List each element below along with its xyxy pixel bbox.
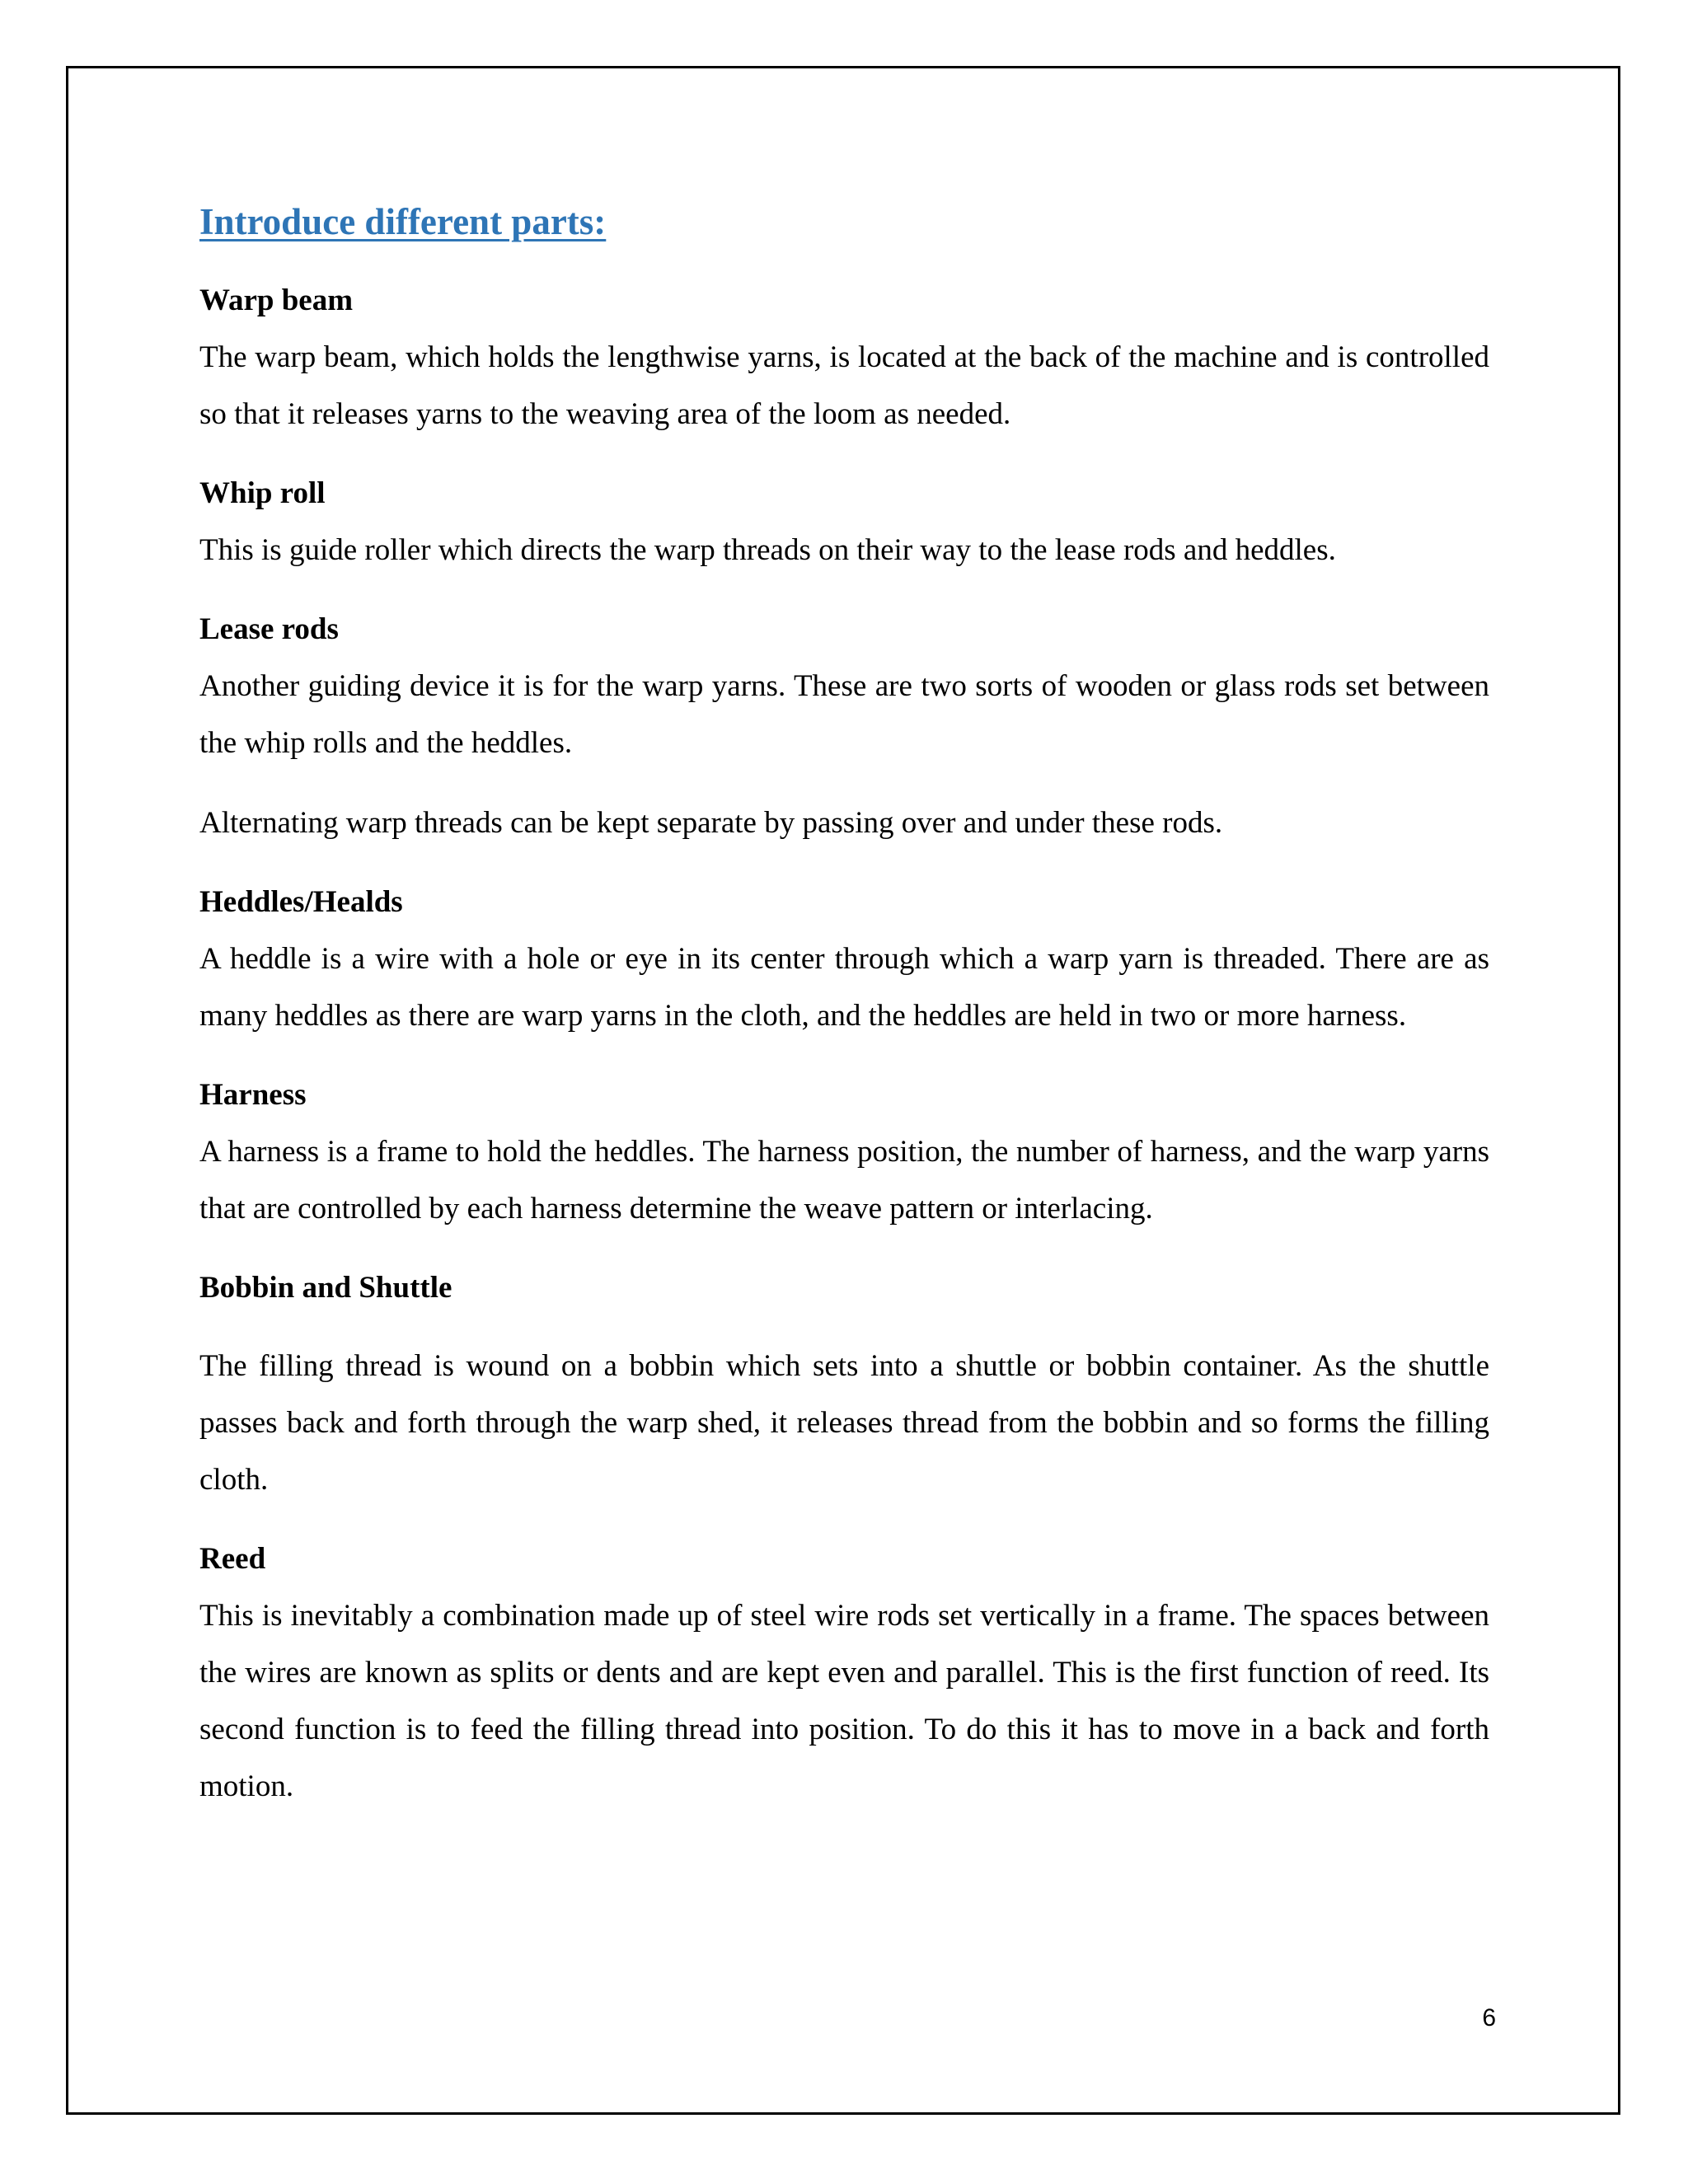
section-paragraph: The warp beam, which holds the lengthwise yarns, is located at the back of the machine and is controlled so that it releases yarns to the weaving area of the loom as needed. xyxy=(199,340,1489,431)
section-warp-beam xyxy=(199,273,1489,443)
section-paragraph: This is inevitably a combination made up of steel wire rods set vertically in a frame. The spaces between the wires are known as splits or dents and are kept even and parallel. This is the first function of reed. Its second function is to feed the filling thread into position. To do this it has to move in a back and forth motion. xyxy=(199,1599,1489,1803)
section-heddles-healds xyxy=(199,874,1489,1044)
section-heading: Heddles/Healds xyxy=(199,885,403,919)
section-heading: Reed xyxy=(199,1542,266,1576)
section-paragraph: Another guiding device it is for the warp yarns. These are two sorts of wooden or glass rods set between the whip rolls and the heddles. xyxy=(199,669,1489,760)
section-heading: Bobbin and Shuttle xyxy=(199,1271,452,1305)
section-paragraph: The filling thread is wound on a bobbin which sets into a shuttle or bobbin container. As the shuttle passes back and forth through the warp shed, it releases thread from the bobbin and so forms the filling cloth. xyxy=(199,1349,1489,1497)
section-paragraph: Alternating warp threads can be kept separate by passing over and under these rods. xyxy=(199,806,1223,840)
section-heading: Lease rods xyxy=(199,612,339,646)
section-whip-roll xyxy=(199,466,1489,579)
page-content xyxy=(199,194,1489,1838)
section-paragraph: A heddle is a wire with a hole or eye in its center through which a warp yarn is threaded. There are as many heddles as there are warp yarns in the cloth, and the heddles are held in two or more harness. xyxy=(199,942,1489,1033)
page-title: Introduce different parts: xyxy=(199,201,607,242)
section-reed xyxy=(199,1531,1489,1815)
section-harness xyxy=(199,1067,1489,1237)
section-lease-rods xyxy=(199,602,1489,851)
section-heading: Warp beam xyxy=(199,284,354,317)
section-bobbin-and-shuttle xyxy=(199,1260,1489,1508)
section-heading: Whip roll xyxy=(199,476,326,510)
section-paragraph: This is guide roller which directs the warp threads on their way to the lease rods and heddles. xyxy=(199,533,1336,567)
page-number: 6 xyxy=(1482,2004,1496,2032)
section-heading: Harness xyxy=(199,1078,307,1112)
section-paragraph: A harness is a frame to hold the heddles. The harness position, the number of harness, and the warp yarns that are controlled by each harness determine the weave pattern or interlacing. xyxy=(199,1135,1489,1226)
